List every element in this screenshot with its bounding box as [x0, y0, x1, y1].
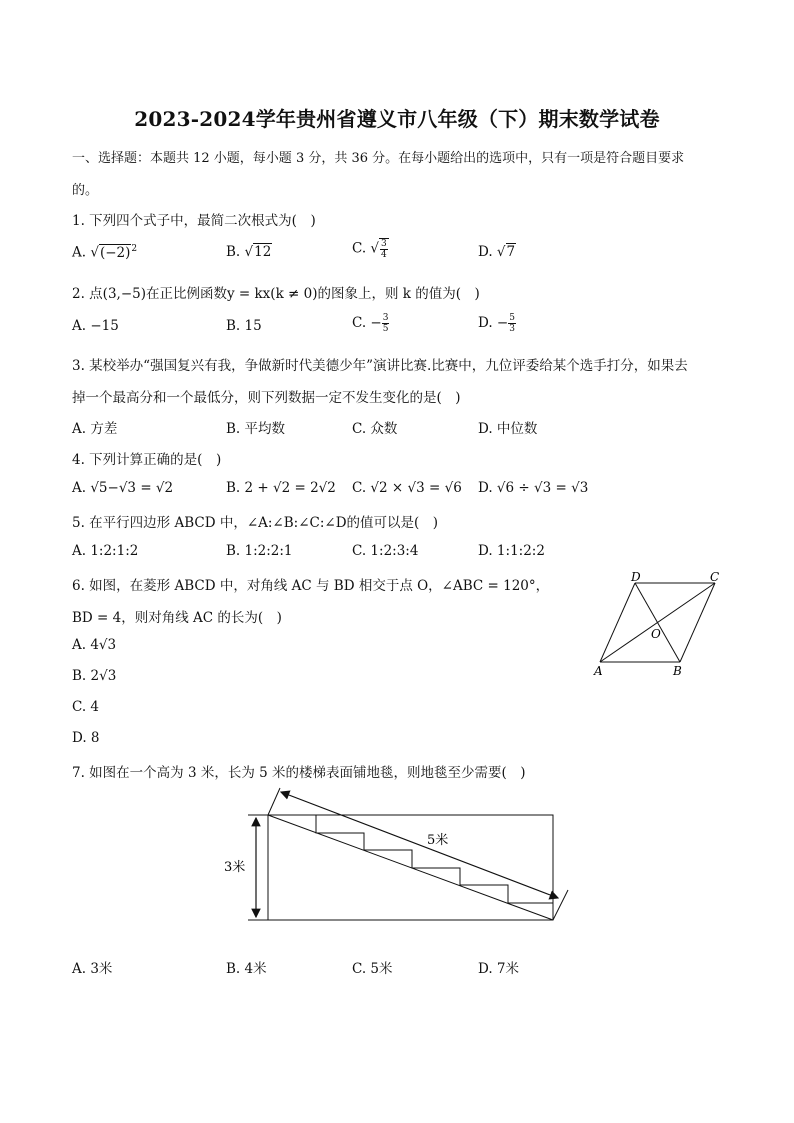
q4-option-d[interactable]: D. √6 ÷ √3 = √3: [478, 480, 589, 496]
q2-option-d-numerator: 5: [509, 313, 515, 323]
q2-option-a[interactable]: A. −15: [72, 318, 119, 334]
length-extension-bottom: [553, 890, 568, 920]
length-dimension-arrow: [281, 792, 558, 898]
q5-option-a[interactable]: A. 1:2:1:2: [72, 543, 139, 559]
height-label: 3米: [224, 860, 246, 875]
q4-option-a[interactable]: A. √5−√3 = √2: [72, 480, 174, 496]
q1-option-c[interactable]: C. √ $\frac{3}{4}$: [352, 239, 387, 260]
q1-stem: 1. 下列四个式子中，最简二次根式为( ): [72, 213, 316, 229]
q7-stem: 7. 如图在一个高为 3 米，长为 5 米的楼梯表面铺地毯，则地毯至少需要( ): [72, 765, 526, 781]
q1-option-c-label: C.: [352, 240, 367, 257]
q7-option-c[interactable]: C. 5米: [352, 961, 393, 977]
label-a: A: [594, 664, 603, 678]
q2-option-c[interactable]: [352, 313, 389, 334]
section-instruction-line2: 的。: [72, 183, 99, 198]
q1-option-a-radicand: (−2): [99, 244, 131, 261]
q2-option-d-denominator: 3: [509, 324, 515, 334]
q3-option-d[interactable]: D. 中位数: [478, 421, 538, 437]
q6-option-d[interactable]: D. 8: [72, 730, 100, 746]
q1-option-c-denominator: 4: [381, 250, 387, 260]
q1-option-a[interactable]: A. $√(-2)^2$: [72, 244, 138, 261]
q5-option-b[interactable]: B. 1:2:2:1: [226, 543, 293, 559]
q6-option-a[interactable]: A. 4√3: [72, 637, 117, 653]
staircase-hypotenuse: [268, 815, 553, 920]
q1-option-c-numerator: 3: [381, 239, 387, 249]
length-extension-top: [268, 788, 280, 815]
q5-option-d[interactable]: D. 1:1:2:2: [478, 543, 545, 559]
q6-option-b[interactable]: B. 2√3: [72, 668, 117, 684]
q1-option-a-exponent: 2: [131, 244, 138, 254]
q2-option-b[interactable]: B. 15: [226, 318, 262, 334]
q1-option-a-label: A.: [72, 244, 87, 261]
q1-option-b-radicand: 12: [254, 244, 272, 260]
rhombus-figure: [585, 565, 725, 685]
q2-stem: 2. 点(3,−5)在正比例函数y = kx(k ≠ 0)的图象上，则 k 的值为( ): [72, 286, 480, 302]
q2-option-c-denominator: 5: [382, 324, 389, 334]
q2-option-c-label: C. −: [352, 315, 382, 331]
q4-option-b[interactable]: B. 2 + √2 = 2√2: [226, 480, 336, 496]
q1-option-d-radicand: 7: [506, 244, 516, 260]
section-instruction-line1: 一、选择题：本题共 12 小题，每小题 3 分，共 36 分。在每小题给出的选项中，只有一项是符合题目要求: [72, 151, 685, 166]
label-b: B: [673, 664, 682, 678]
q7-option-a[interactable]: A. 3米: [72, 961, 113, 977]
q1-option-b[interactable]: B. √12: [226, 244, 272, 260]
length-label: 5米: [427, 833, 449, 848]
staircase-figure: [220, 782, 580, 927]
q6-stem-line2: BD = 4，则对角线 AC 的长为( ): [72, 610, 282, 626]
q2-option-c-numerator: 3: [382, 313, 389, 323]
q5-stem: 5. 在平行四边形 ABCD 中，∠A:∠B:∠C:∠D的值可以是( ): [72, 515, 439, 531]
q6-option-c[interactable]: C. 4: [72, 699, 100, 715]
q7-option-b[interactable]: B. 4米: [226, 961, 267, 977]
q5-option-c[interactable]: C. 1:2:3:4: [352, 543, 419, 559]
label-o: O: [651, 627, 661, 641]
q4-option-c[interactable]: C. √2 × √3 = √6: [352, 480, 462, 496]
q3-option-a[interactable]: A. 方差: [72, 421, 118, 437]
exam-title: 2023-2024学年贵州省遵义市八年级（下）期末数学试卷: [134, 107, 660, 131]
q1-option-b-label: B.: [226, 244, 241, 260]
q6-stem-line1: 6. 如图，在菱形 ABCD 中，对角线 AC 与 BD 相交于点 O，∠ABC = 120°，: [72, 578, 550, 594]
q1-option-d-label: D.: [478, 244, 493, 260]
q2-option-d[interactable]: [478, 313, 516, 334]
diagonal-bd: [635, 583, 680, 662]
q3-stem-line2: 掉一个最高分和一个最低分，则下列数据一定不发生变化的是( ): [72, 390, 461, 406]
q4-stem: 4. 下列计算正确的是( ): [72, 452, 222, 468]
q2-option-d-label: D. −: [478, 315, 509, 331]
q1-option-d[interactable]: D. √7: [478, 244, 516, 260]
q3-option-b[interactable]: B. 平均数: [226, 421, 286, 437]
q3-stem-line1: 3. 某校举办“强国复兴有我，争做新时代美德少年”演讲比赛.比赛中，九位评委给某个选手打分，如果去: [72, 358, 688, 374]
q7-option-d[interactable]: D. 7米: [478, 961, 520, 977]
label-d: D: [631, 570, 641, 584]
label-c: C: [710, 570, 720, 584]
q3-option-c[interactable]: C. 众数: [352, 421, 398, 437]
